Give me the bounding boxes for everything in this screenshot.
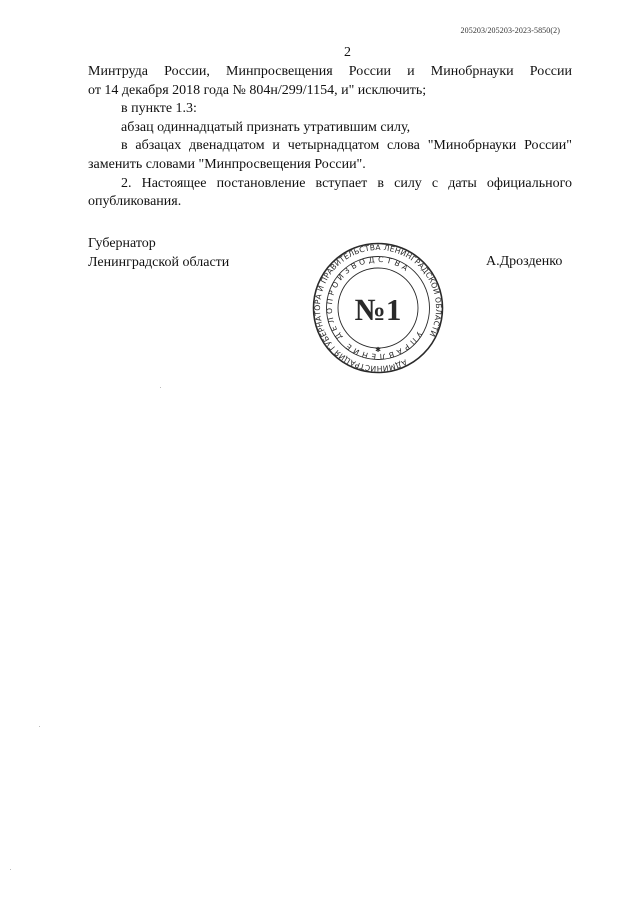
scan-speck: [10, 869, 11, 870]
seal-star-icon: ✱: [375, 346, 381, 354]
paragraph-abzac-11: абзац одиннадцатый признать утратившим силу,: [121, 119, 411, 135]
seal-outer-text: АДМИНИСТРАЦИЯ ГУБЕРНАТОРА И ПРАВИТЕЛЬСТВА ЛЕНИНГРАДСКОЙ ОБЛАСТИ: [312, 242, 444, 374]
seal-inner-text: УПРАВЛЕНИЕ ДЕЛОПРОИЗВОДСТВА: [324, 254, 424, 362]
scan-speck: [39, 726, 40, 727]
signatory-name: А.Дрозденко: [486, 254, 563, 269]
document-id: 205203/205203-2023-5850(2): [460, 26, 560, 35]
seal-number: №1: [354, 292, 402, 327]
paragraph-1-line-2: от 14 декабря 2018 года № 804н/299/1154, и" исключить;: [88, 82, 427, 98]
paragraph-abzac-12-14: в абзацах двенадцатом и четырнадцатом слова "Минобрнауки России" заменить словами "Минпросвещения России".: [88, 138, 572, 172]
paragraph-item-1-3: в пункте 1.3:: [121, 101, 197, 117]
signatory-title-line-2: Ленинградской области: [88, 254, 230, 270]
signatory-title: [88, 235, 229, 272]
scan-speck: [160, 387, 161, 388]
body-text: [88, 63, 572, 212]
paragraph-1-line-1: Минтруда России, Минпросвещения России и Минобрнауки России: [88, 64, 572, 79]
official-seal: [311, 241, 445, 375]
page-number: 2: [344, 45, 351, 60]
signatory-title-line-1: Губернатор: [88, 236, 156, 251]
paragraph-effective-date: 2. Настоящее постановление вступает в силу с даты официального опубликования.: [88, 175, 572, 210]
